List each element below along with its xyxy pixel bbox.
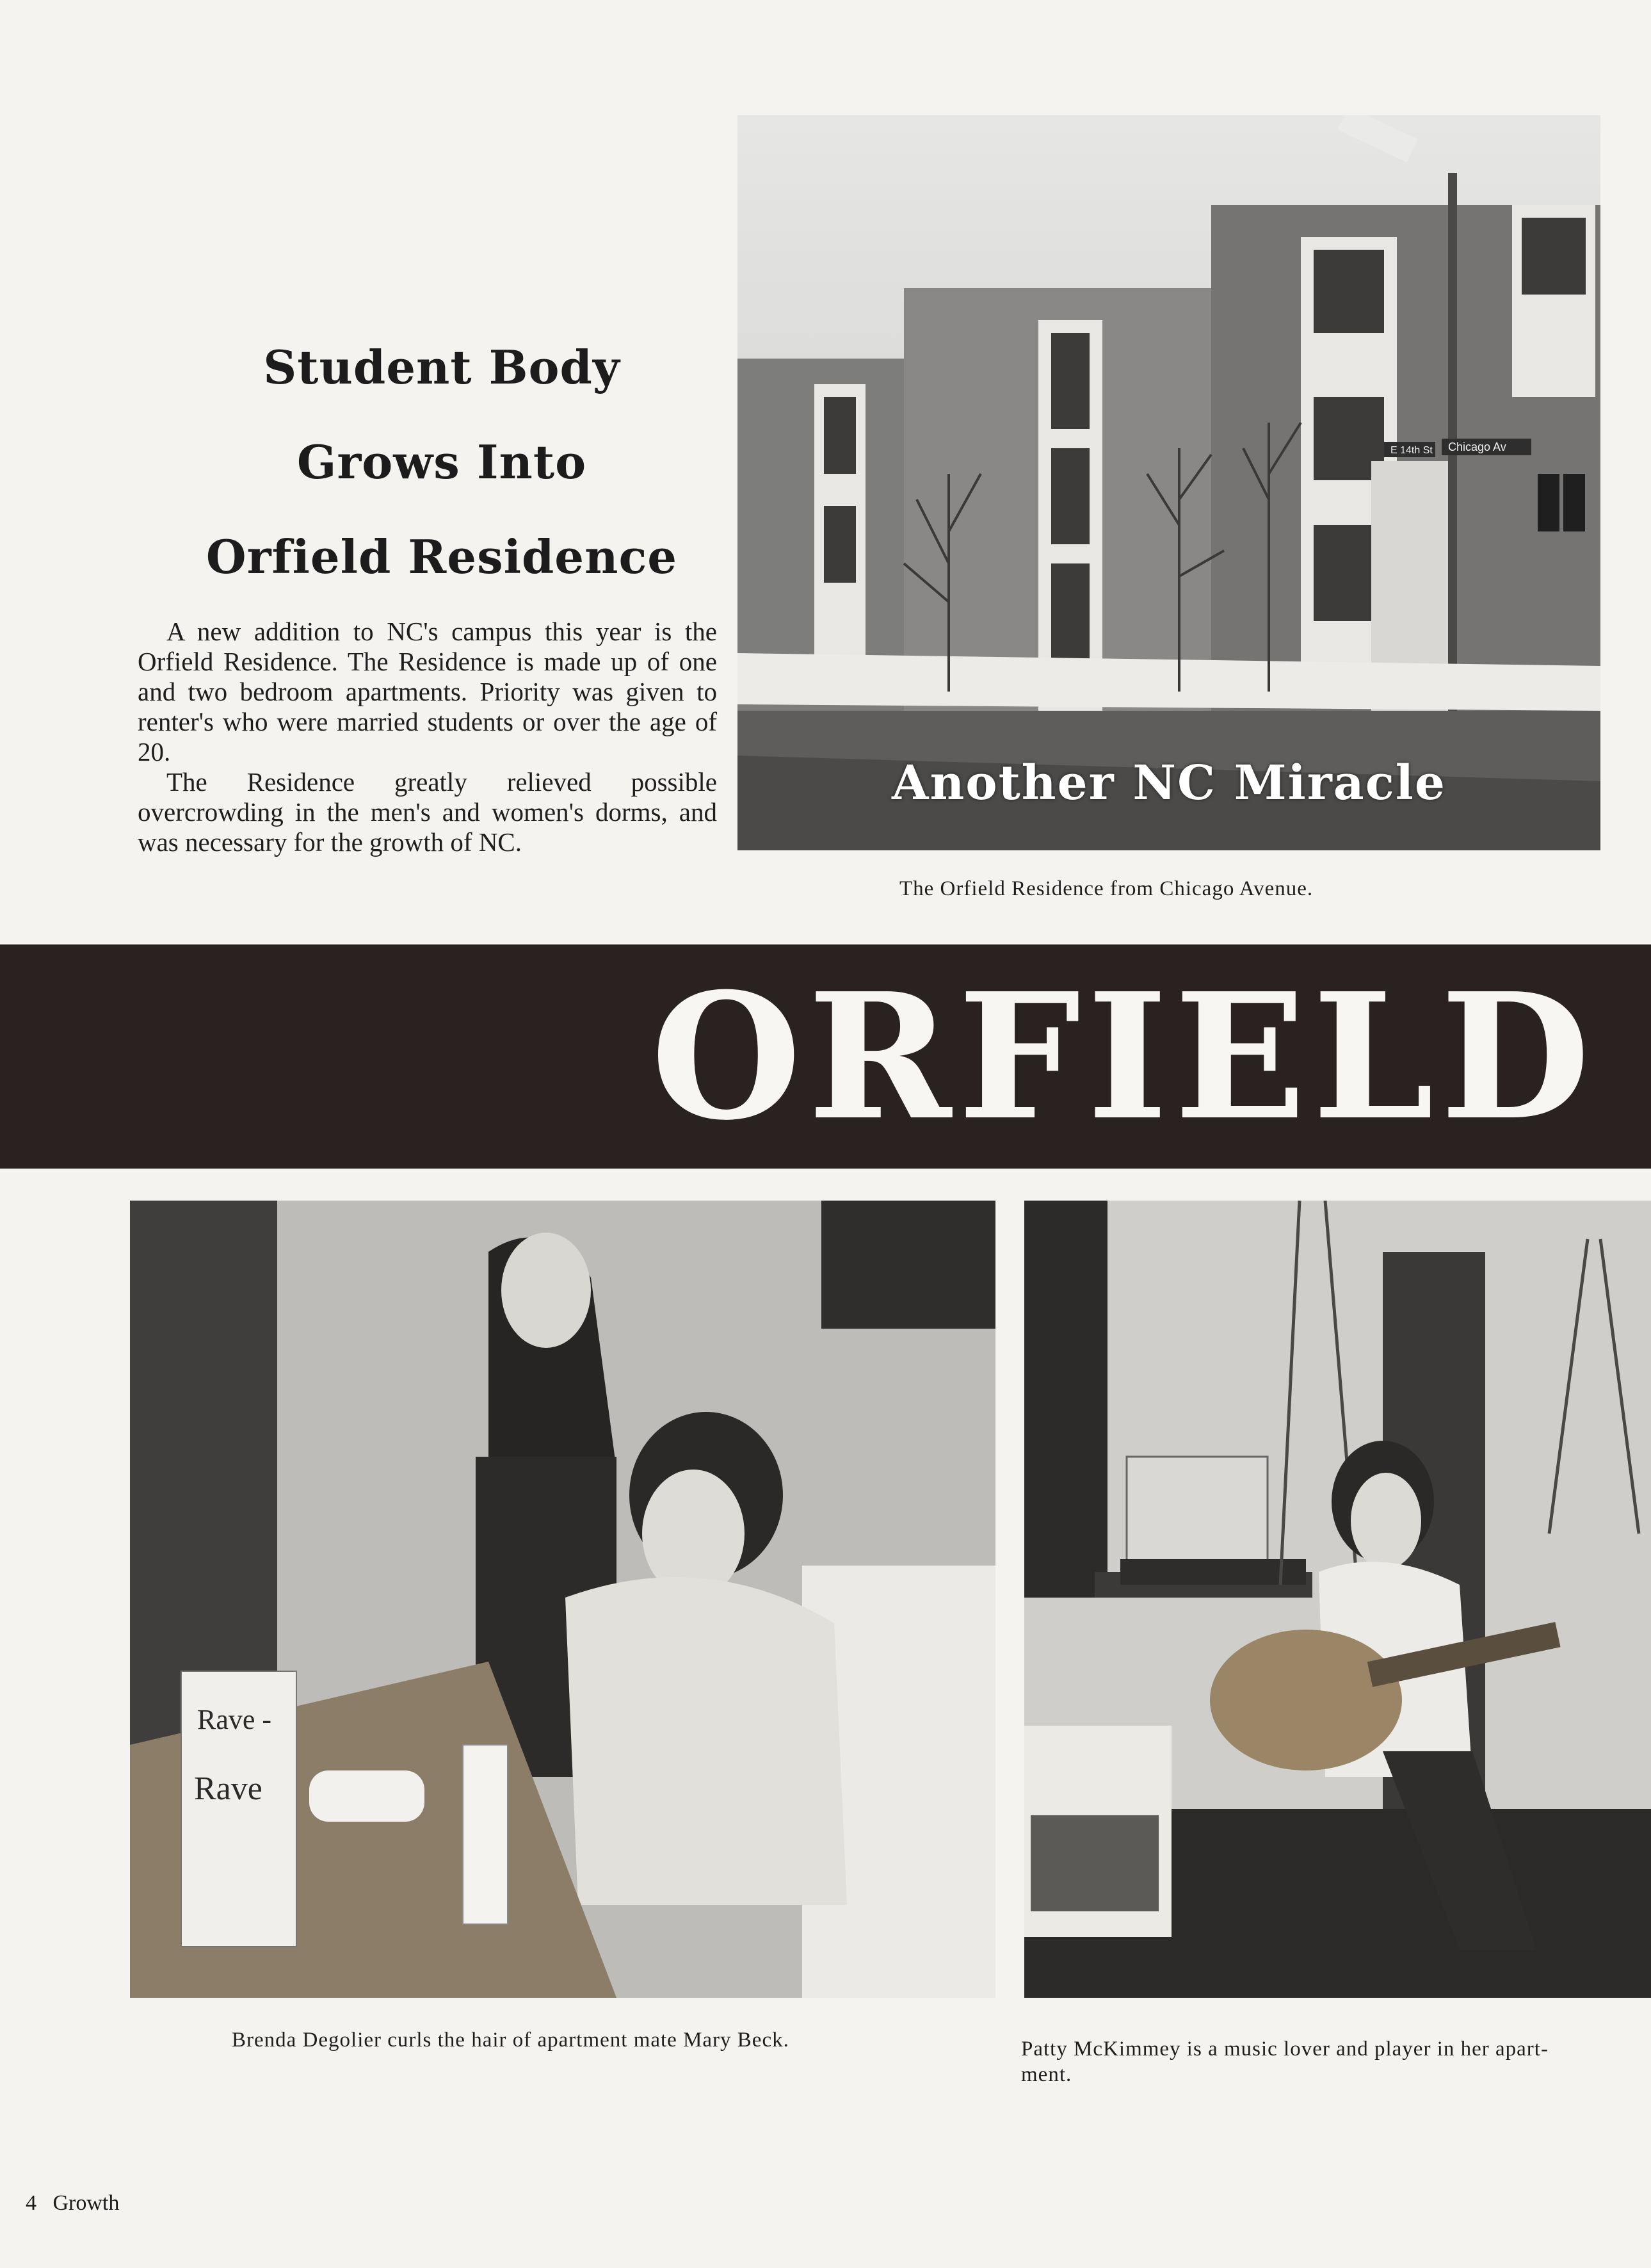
left-photo-caption: Brenda Degolier curls the hair of apartment mate Mary Beck.	[232, 2029, 789, 2052]
box-label-1: Rave -	[197, 1704, 272, 1735]
box-label-2: Rave	[194, 1770, 262, 1807]
article-paragraph-2: The Residence greatly relieved possible overcrowding in the men's and women's dorms, and was necessary for the growth of NC.	[138, 767, 717, 857]
headline-line-2: Grows Into	[296, 435, 587, 489]
right-caption-line-1: Patty McKimmey is a music lover and player in her apart-	[1021, 2037, 1549, 2061]
headline	[147, 320, 736, 604]
headline-line-1: Student Body	[263, 340, 620, 394]
street-sign-2: Chicago Av	[1448, 441, 1506, 453]
section-name: Growth	[52, 2191, 120, 2215]
residence-photo	[737, 115, 1600, 850]
right-caption-line-2: ment.	[1021, 2063, 1072, 2086]
section-banner	[0, 944, 1651, 1169]
guitar-player-photo	[1024, 1201, 1651, 1998]
article-paragraph-1: A new addition to NC's campus this year is the Orfield Residence. The Residence is made up of one and two bedroom apartments. Priority was given to renter's who were married students or over the age of 20.	[138, 617, 717, 766]
page-number: 4	[26, 2191, 36, 2215]
page-footer	[26, 2191, 119, 2215]
article-body	[138, 617, 717, 857]
street-sign-1: E 14th St	[1390, 445, 1433, 456]
banner-title: ORFIELD	[650, 955, 1597, 1158]
photo-overlay-title: Another NC Miracle	[892, 756, 1446, 811]
right-photo-caption	[1021, 2036, 1597, 2087]
residence-caption: The Orfield Residence from Chicago Avenue.	[899, 877, 1314, 900]
hair-curling-photo	[130, 1201, 995, 1998]
headline-line-3: Orfield Residence	[205, 530, 678, 584]
